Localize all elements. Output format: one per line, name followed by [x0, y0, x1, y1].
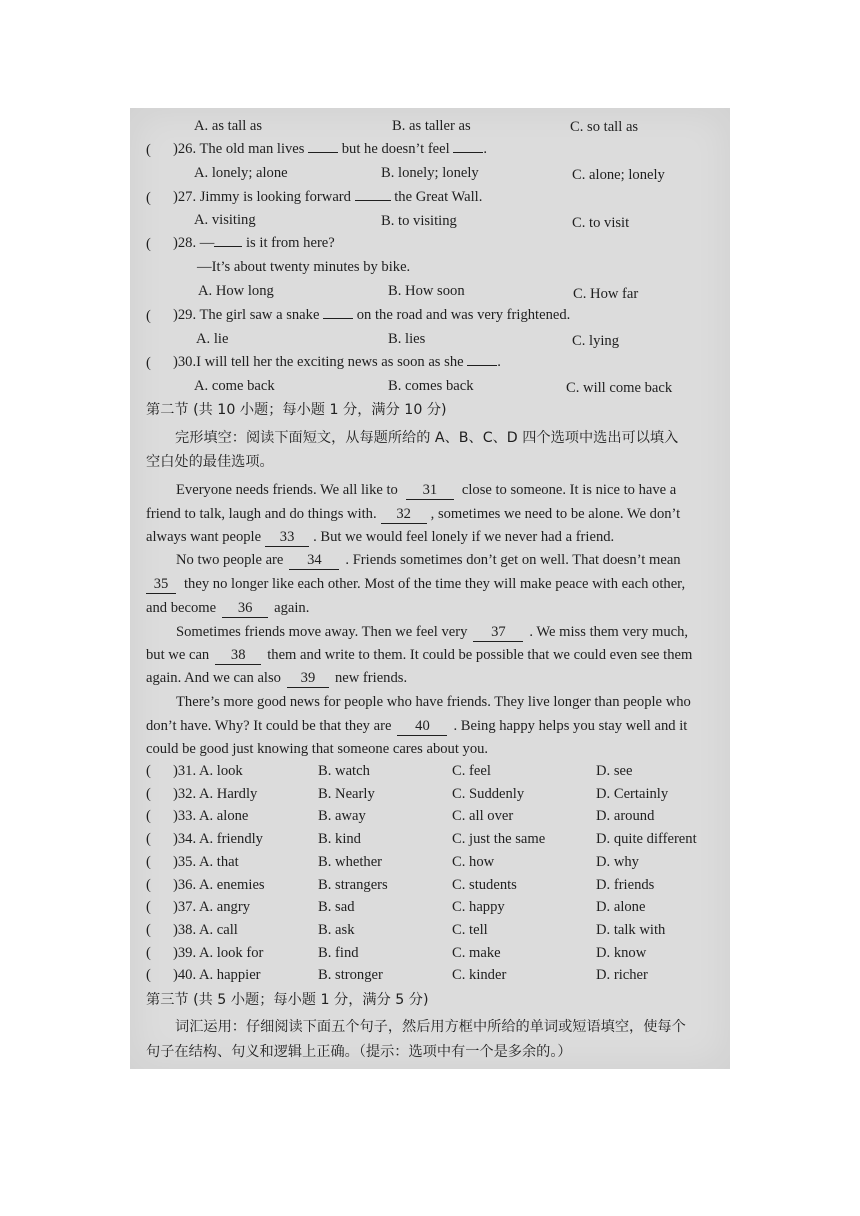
cloze-option-c: C. how: [452, 853, 495, 870]
cloze-option-d: D. friends: [596, 876, 655, 893]
cloze-question-option-a: )36. A. enemies: [173, 876, 265, 893]
passage-line: but we can 38 them and write to them. It could be possible that we could even see them: [146, 647, 693, 663]
exam-page: [130, 108, 730, 1069]
cloze-option-d: D. see: [596, 763, 633, 779]
passage-line: and become 36 again.: [146, 600, 310, 616]
answer-bracket[interactable]: (: [146, 876, 151, 893]
q26-option-a: A. lonely; alone: [194, 165, 288, 181]
cloze-option-b: B. Nearly: [318, 785, 375, 802]
q30-option-c: C. will come back: [566, 380, 673, 396]
cloze-option-c: C. happy: [452, 899, 505, 916]
q25-option-c: C. so tall as: [570, 119, 639, 135]
passage-line: always want people 33 . But we would feel lonely if we never had a friend.: [146, 529, 615, 545]
cloze-option-c: C. students: [452, 876, 517, 893]
answer-bracket[interactable]: (: [146, 236, 151, 252]
q26-stem: )26. The old man lives but he doesn’t feel .: [173, 141, 487, 157]
passage-line: friend to talk, laugh and do things with. 32 , sometimes we need to be alone. We don’t: [146, 506, 681, 522]
answer-bracket[interactable]: (: [146, 142, 151, 158]
cloze-question-option-a: )40. A. happier: [173, 967, 261, 984]
passage-line: could be good just knowing that someone cares about you.: [146, 741, 489, 757]
answer-bracket[interactable]: (: [146, 921, 151, 938]
cloze-option-d: D. talk with: [596, 921, 666, 938]
cloze-option-d: D. richer: [596, 967, 648, 984]
answer-bracket[interactable]: (: [146, 944, 151, 961]
section-2-instruction-line2: 空白处的最佳选项。: [146, 454, 274, 470]
cloze-question-option-a: )34. A. friendly: [173, 831, 263, 848]
cloze-option-c: C. make: [452, 944, 501, 961]
cloze-option-b: B. kind: [318, 831, 361, 848]
q29-option-b: B. lies: [388, 331, 426, 347]
cloze-question-option-a: )33. A. alone: [173, 808, 249, 825]
q26-option-b: B. lonely; lonely: [381, 165, 479, 181]
q28-option-c: C. How far: [573, 286, 639, 302]
q30-option-a: A. come back: [194, 378, 275, 394]
cloze-option-b: B. find: [318, 944, 359, 961]
q29-stem: )29. The girl saw a snake on the road and was very frightened.: [173, 307, 571, 323]
q27-option-b: B. to visiting: [381, 213, 457, 229]
answer-bracket[interactable]: (: [146, 853, 151, 870]
q27-option-a: A. visiting: [194, 212, 256, 228]
cloze-option-b: B. stronger: [318, 967, 383, 984]
cloze-option-b: B. watch: [318, 763, 370, 779]
cloze-option-b: B. whether: [318, 853, 383, 870]
section-3-instruction-line1: 词汇运用：仔细阅读下面五个句子，然后用方框中所给的单词或短语填空，使每个: [175, 1019, 686, 1035]
cloze-option-b: B. sad: [318, 899, 355, 916]
q25-option-a: A. as tall as: [194, 118, 263, 134]
q27-option-c: C. to visit: [572, 215, 630, 231]
cloze-question-option-a: )38. A. call: [173, 921, 238, 938]
section-3-instruction-line2: 句子在结构、句义和逻辑上正确。（提示：选项中有一个是多余的。）: [146, 1044, 572, 1060]
answer-bracket[interactable]: (: [146, 785, 151, 802]
q28-stem: )28. — is it from here?: [173, 235, 335, 251]
cloze-question-option-a: )35. A. that: [173, 853, 239, 870]
q30-stem: )30.I will tell her the exciting news as soon as she .: [173, 354, 501, 370]
passage-line: Everyone needs friends. We all like to 31 close to someone. It is nice to have a: [176, 482, 677, 498]
q28-option-b: B. How soon: [388, 283, 465, 299]
passage-line: There’s more good news for people who have friends. They live longer than people who: [176, 694, 691, 710]
section-3-heading: 第三节 (共 5 小题；每小题 1 分，满分 5 分): [146, 992, 429, 1008]
section-2-heading: 第二节 (共 10 小题；每小题 1 分，满分 10 分): [146, 402, 447, 418]
cloze-option-c: C. just the same: [452, 831, 546, 848]
passage-line: 35 they no longer like each other. Most of the time they will make peace with each other,: [146, 575, 685, 594]
cloze-question-option-a: )37. A. angry: [173, 899, 251, 916]
cloze-option-d: D. why: [596, 853, 639, 870]
passage-line: don’t have. Why? It could be that they are 40 . Being happy helps you stay well and it: [146, 718, 688, 734]
cloze-option-d: D. know: [596, 944, 647, 961]
cloze-option-c: C. tell: [452, 921, 488, 938]
q27-stem: )27. Jimmy is looking forward the Great Wall.: [173, 189, 483, 205]
cloze-option-b: B. ask: [318, 921, 355, 938]
cloze-question-option-a: )31. A. look: [173, 763, 243, 779]
cloze-option-d: D. quite different: [596, 831, 697, 848]
answer-bracket[interactable]: (: [146, 831, 151, 848]
cloze-option-c: C. kinder: [452, 967, 507, 984]
answer-bracket[interactable]: (: [146, 808, 151, 825]
q30-option-b: B. comes back: [388, 378, 474, 394]
section-2-instruction-line1: 完形填空：阅读下面短文，从每题所给的 A、B、C、D 四个选项中选出可以填入: [175, 430, 679, 446]
q25-option-b: B. as taller as: [392, 118, 471, 134]
answer-bracket[interactable]: (: [146, 355, 151, 371]
cloze-option-d: D. alone: [596, 899, 646, 916]
cloze-question-option-a: )39. A. look for: [173, 944, 264, 961]
answer-bracket[interactable]: (: [146, 967, 151, 984]
cloze-question-option-a: )32. A. Hardly: [173, 785, 258, 802]
answer-bracket[interactable]: (: [146, 899, 151, 916]
cloze-option-c: C. all over: [452, 808, 514, 825]
passage-line: No two people are 34 . Friends sometimes don’t get on well. That doesn’t mean: [176, 552, 681, 568]
q26-option-c: C. alone; lonely: [572, 167, 665, 183]
cloze-option-d: D. around: [596, 808, 655, 825]
answer-bracket[interactable]: (: [146, 190, 151, 206]
cloze-option-c: C. Suddenly: [452, 785, 525, 802]
cloze-option-b: B. away: [318, 808, 366, 825]
answer-bracket[interactable]: (: [146, 308, 151, 324]
cloze-option-d: D. Certainly: [596, 785, 669, 802]
q28-option-a: A. How long: [198, 283, 274, 299]
cloze-option-b: B. strangers: [318, 876, 388, 893]
answer-bracket[interactable]: (: [146, 763, 151, 779]
passage-line: Sometimes friends move away. Then we feel very 37 . We miss them very much,: [176, 624, 689, 640]
q29-option-a: A. lie: [196, 331, 229, 347]
q28-reply: —It’s about twenty minutes by bike.: [197, 259, 411, 275]
cloze-option-c: C. feel: [452, 763, 491, 779]
q29-option-c: C. lying: [572, 333, 620, 349]
passage-line: again. And we can also 39 new friends.: [146, 670, 408, 686]
